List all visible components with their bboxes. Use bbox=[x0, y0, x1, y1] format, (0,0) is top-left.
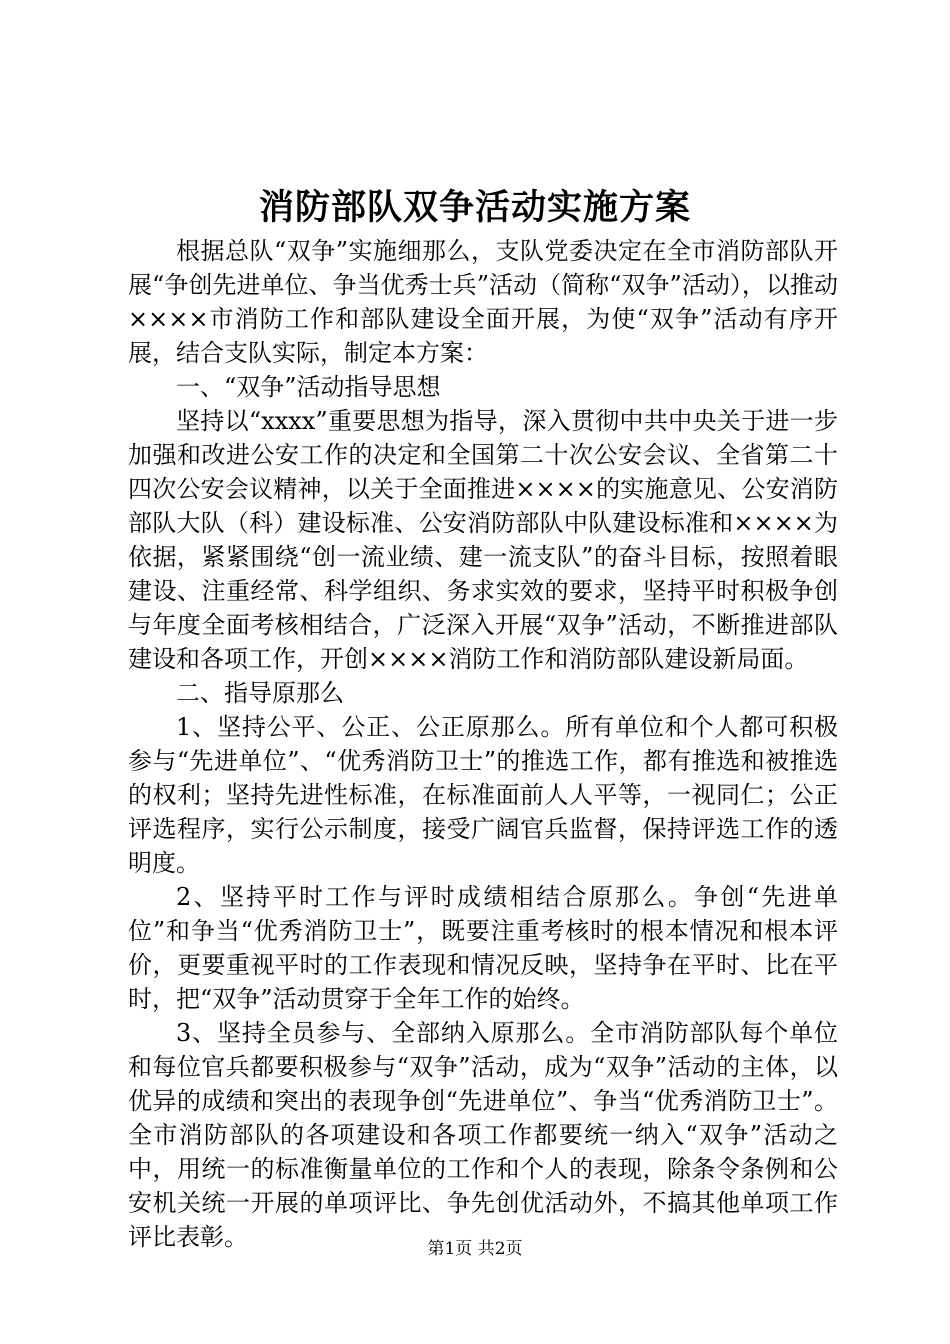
section-heading-guiding-ideology: 一、“双争”活动指导思想 bbox=[176, 373, 441, 401]
page-number-footer: 第1页 共2页 bbox=[427, 1239, 523, 1259]
document-title: 消防部队双争活动实施方案 bbox=[258, 187, 691, 228]
principle-1-paragraph: 1、坚持公平、公正、公正原那么。所有单位和个人都可积极参与“先进单位”、“优秀消防卫士”的推选工作，都有推选和被推选的权利；坚持先进性标准，在标准面前人人平等，一视同仁；公正评选程序，实行公示制度，接受广阔官兵监督，保持评选工作的透明度。 bbox=[128, 713, 838, 877]
guiding-ideology-paragraph: 坚持以“xxxx”重要思想为指导，深入贯彻中共中央关于进一步加强和改进公安工作的决定和全国第二十次公安会议、全省第二十四次公安会议精神，以关于全面推进××××的实施意见、公安消防部队大队（科）建设标准、公安消防部队中队建设标准和××××为依据，紧紧围绕“创一流业绩、建一流支队”的奋斗目标，按照着眼建设、注重经常、科学组织、务求实效的要求，坚持平时积极争创与年度全面考核相结合，广泛深入开展“双争”活动，不断推进部队建设和各项工作，开创××××消防工作和消防部队建设新局面。 bbox=[128, 407, 838, 673]
section-heading-guiding-principles: 二、指导原那么 bbox=[176, 679, 344, 707]
principle-2-paragraph: 2、坚持平时工作与评时成绩相结合原那么。争创“先进单位”和争当“优秀消防卫士”，既要注重考核时的根本情况和根本评价，更要重视平时的工作表现和情况反映，坚持争在平时、比在平时，把“双争”活动贯穿于全年工作的始终。 bbox=[128, 883, 838, 1013]
intro-paragraph: 根据总队“双争”实施细那么，支队党委决定在全市消防部队开展“争创先进单位、争当优秀士兵”活动（简称“双争”活动），以推动××××市消防工作和部队建设全面开展，为使“双争”活动有序开展，结合支队实际，制定本方案： bbox=[128, 237, 838, 367]
principle-3-paragraph: 3、坚持全员参与、全部纳入原那么。全市消防部队每个单位和每位官兵都要积极参与“双争”活动，成为“双争”活动的主体，以优异的成绩和突出的表现争创“先进单位”、争当“优秀消防卫士”。全市消防部队的各项建设和各项工作都要统一纳入“双争”活动之中，用统一的标准衡量单位的工作和个人的表现，除条令条例和公安机关统一开展的单项评比、争先创优活动外，不搞其他单项工作评比表彰。 bbox=[128, 1019, 838, 1251]
document-body bbox=[128, 234, 838, 1254]
